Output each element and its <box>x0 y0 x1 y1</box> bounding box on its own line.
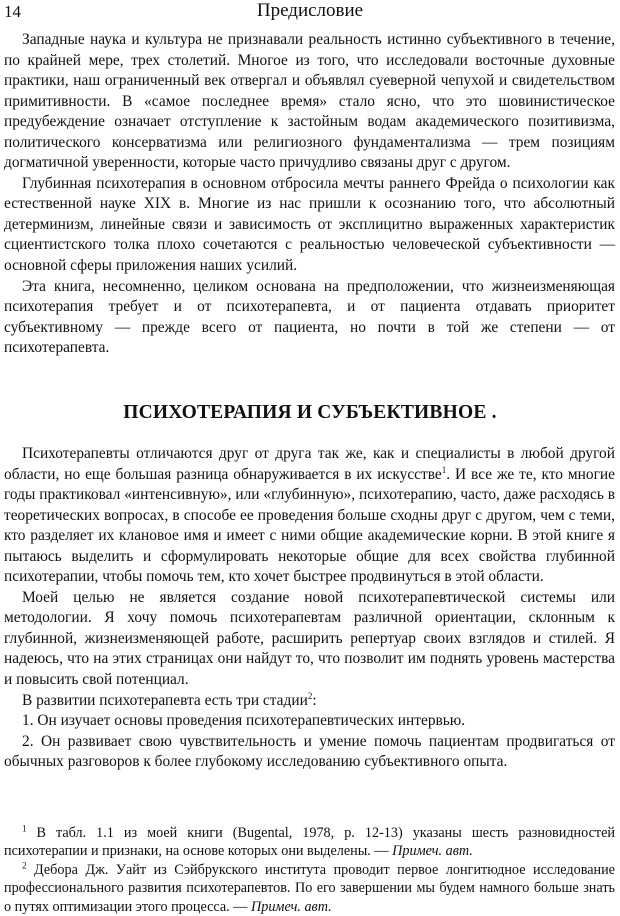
paragraph <box>4 444 615 588</box>
footnote-text: В табл. 1.1 из моей книги (Bugental, 1978, р. 12-13) указаны шесть разновидностей психотерапии и признаки, на основе которых они выделены. — <box>4 825 615 860</box>
section-heading: ПСИХОТЕРАПИЯ И СУБЪЕКТИВНОЕ . <box>123 402 497 423</box>
footnote-mark: 2 <box>22 860 27 871</box>
page-header <box>0 2 620 24</box>
footnote-note: Примеч. авт. <box>392 843 473 860</box>
paragraph-text: : <box>312 691 317 709</box>
paragraph-text: . И все же те, кто многие годы практиковал «интенсивную», или «глубинную», психотерапию, часто, даже расходясь в теоретических вопросах, в способе ее проведения больше сходны друг с другом, чем с теми, кто разделяет их клановое имя и имеет с ними общие академические корни. В этой книге я пытаюсь выделить и сформулировать некоторые общие для всех свойства глубинной психотерапии, чтобы помочь тем, кто хочет быстрее продвинуться в этой области. <box>4 465 615 586</box>
page-number: 14 <box>4 2 21 21</box>
footnote-mark: 1 <box>22 823 27 834</box>
footnote <box>4 824 615 861</box>
footnote-ref[interactable]: 2 <box>307 690 313 701</box>
running-title: Предисловие <box>256 0 364 21</box>
paragraph: Эта книга, несомненно, целиком основана на предположении, что жизнеизменяющая психотерапия требует и от психотерапевта, и от пациента отдавать приоритет субъективному — прежде всего от пациента, но почти в той же степени — от психотерапевта. <box>4 277 615 357</box>
paragraph: Моей целью не является создание новой психотерапевтической системы или методологии. Я хочу помочь психотерапевтам различной ориентации, склонным к глубинной, жизнеизменяющей работе, расширить репертуар своих взглядов и стилей. Я надеюсь, что на этих страницах они найдут то, что позволит им поднять уровень мастерства и повысить свой потенциал. <box>4 588 615 689</box>
footnote-text: Дебора Дж. Уайт из Сэйбрукского института проводит первое лонгитюдное исследование профессионального развития психотерапевтов. По его завершении мы будем намного больше знать о путях оптимизации этого процесса. — <box>4 861 615 915</box>
paragraph: Западные наука и культура не признавали реальность истинно субъективного в течение, по крайней мере, трех столетий. Многое из того, что исследовали восточные духовные практики, наш ограниченный век отвергал и объявлял суеверной чепухой и свидетельством примитивности. В «самое последнее время» стало ясно, что это шовинистическое предубеждение означает отступление к застойным водам академического позитивизма, политического консерватизма или религиозного фундаментализма — трем позициям догматичной уверенности, которые часто причудливо связаны друг с другом. <box>4 31 615 172</box>
main-section <box>4 444 615 773</box>
paragraph: Глубинная психотерапия в основном отбросила мечты раннего Фрейда о психологии как естественной науке XIX в. Многие из нас пришли к осознанию того, что абсолютный детерминизм, линейные связи и зависимость от эксплицитно выраженных характеристик сциентистского толка плохо сочетаются с реальностью человеческой субъективности — основной сферы приложения наших усилий. <box>4 174 615 275</box>
footnote-ref[interactable]: 1 <box>441 464 447 475</box>
footnotes <box>4 824 615 916</box>
intro-section <box>4 30 615 359</box>
paragraph-text: Психотерапевты отличаются друг от друга так же, как и специалисты в любой другой области, но еще большая разница обнаруживается в их искусстве <box>4 445 615 483</box>
paragraph <box>4 691 615 712</box>
footnote-note: Примеч. авт. <box>251 898 332 915</box>
list-item: 2. Он развивает свою чувствительность и умение помочь пациентам продвигаться от обычных разговоров к более глубокому исследованию субъективного опыта. <box>4 732 615 771</box>
list-item: 1. Он изучает основы проведения психотерапевтических интервью. <box>22 712 466 730</box>
paragraph-text: В развитии психотерапевта есть три стадии <box>22 691 308 709</box>
footnote <box>4 861 615 916</box>
